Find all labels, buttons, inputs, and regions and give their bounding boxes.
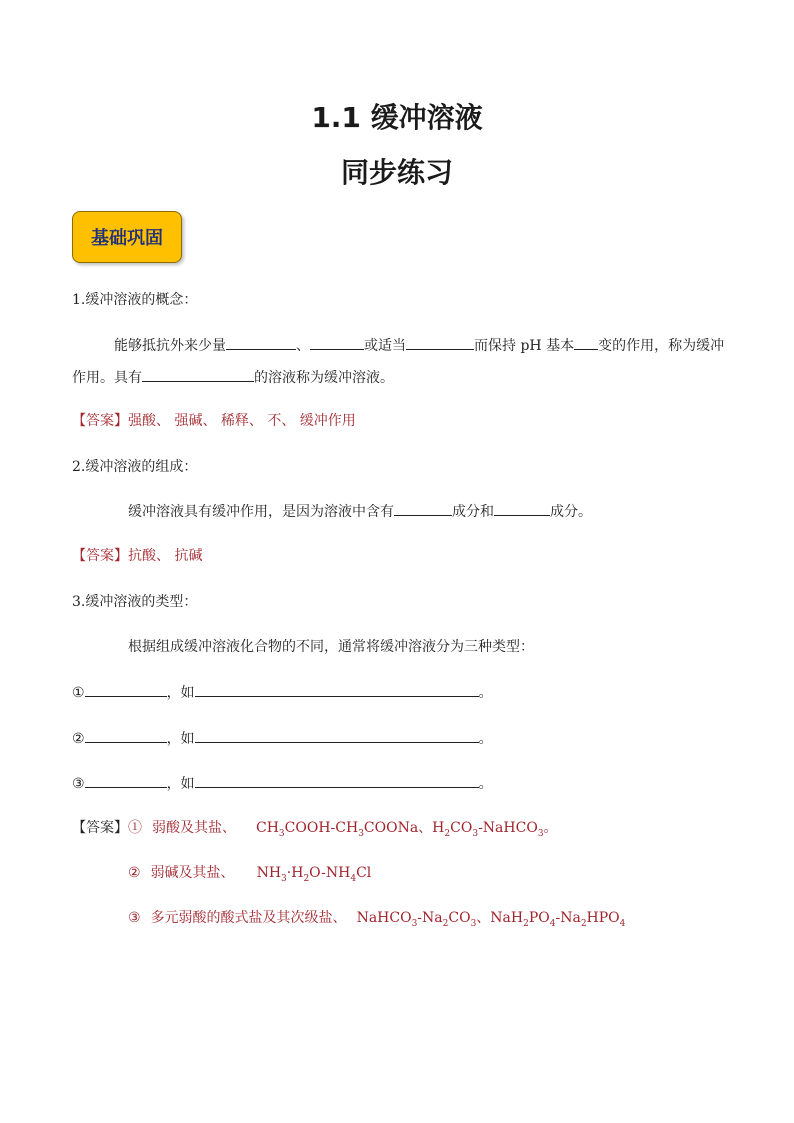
q1-blank-1[interactable] (226, 335, 296, 350)
q3-blank-type-3[interactable] (85, 773, 167, 788)
q1-text-d: 变的作用，称为缓冲 (598, 338, 725, 354)
q1-text-b: 或适当 (364, 338, 406, 354)
q1-answer-text: 强酸、 强碱、 稀释、 不、 缓冲作用 (128, 413, 356, 429)
q1-heading: 1.缓冲溶液的概念： (72, 292, 198, 308)
q2-answer (72, 546, 202, 566)
q1-blank-3[interactable] (406, 335, 474, 350)
q3-answer-1 (72, 818, 558, 838)
q3-blank-type-2[interactable] (85, 728, 167, 743)
q1-line1 (114, 335, 724, 356)
q3-answer-type: 弱酸及其盐、 (152, 820, 236, 836)
section-badge (72, 211, 182, 263)
answer-label: 【答案】 (72, 413, 128, 429)
q3-heading: 3.缓冲溶液的类型： (72, 594, 198, 610)
q3-item-num: ② (72, 731, 85, 747)
q3-answer-type: 弱碱及其盐、 (150, 865, 235, 881)
q2-text-a: 缓冲溶液具有缓冲作用，是因为溶液中含有 (128, 504, 394, 520)
page-subtitle: 同步练习 (340, 156, 453, 189)
q3-item-num: ③ (72, 776, 85, 792)
q1-blank-2[interactable] (310, 335, 364, 350)
q3-answer-num: ② (128, 865, 141, 881)
q1-answer (72, 411, 356, 431)
answer-label: 【答案】 (72, 820, 128, 836)
q3-answer-type: 多元弱酸的酸式盐及其次级盐、 (150, 910, 347, 926)
q2-answer-text: 抗酸、 抗碱 (128, 548, 203, 564)
q3-item-end: 。 (478, 685, 493, 701)
q2-text-b: 成分和 (452, 504, 494, 520)
q3-item-2 (72, 728, 493, 749)
q1-sep: 、 (296, 338, 310, 354)
q3-intro: 根据组成缓冲溶液化合物的不同，通常将缓冲溶液分为三种类型： (128, 639, 534, 655)
q3-answer-formula-3: $NaHCO_3-Na_2CO_3$、$NaH_2PO_4-Na_2HPO_4$ (356, 910, 626, 929)
q3-item-mid: ，如 (166, 776, 195, 792)
q3-answer-3 (128, 908, 625, 928)
q3-item-mid: ，如 (166, 685, 195, 701)
q2-blank-2[interactable] (494, 501, 550, 516)
q1-text-f: 的溶液称为缓冲溶液。 (254, 370, 394, 386)
q3-blank-example-3[interactable] (195, 773, 479, 788)
q3-item-end: 。 (478, 731, 493, 747)
q3-answer-formula-2: $NH_3\cdot H_2O-NH_4Cl$ (256, 865, 372, 884)
q3-item-3 (72, 773, 493, 794)
q3-blank-type-1[interactable] (85, 682, 167, 697)
q3-item-num: ① (72, 685, 85, 701)
q2-line1 (128, 501, 592, 522)
q2-heading: 2.缓冲溶液的组成： (72, 459, 198, 475)
q1-line2 (72, 367, 394, 388)
q1-text-a: 能够抵抗外来少量 (114, 338, 226, 354)
q2-blank-1[interactable] (394, 501, 452, 516)
q3-item-end: 。 (478, 776, 493, 792)
q3-item-mid: ，如 (166, 731, 195, 747)
q1-blank-4[interactable] (574, 335, 598, 350)
q3-answer-num: ③ (128, 910, 141, 926)
page-title: 1.1 缓冲溶液 (311, 101, 483, 134)
q1-text-c: 而保持 pH 基本 (474, 338, 575, 354)
section-badge-label: 基础巩固 (91, 228, 163, 249)
q3-answer-num: ① (128, 820, 142, 836)
q3-blank-example-2[interactable] (195, 728, 479, 743)
answer-label: 【答案】 (72, 548, 128, 564)
q3-answer-formula-1: $CH_3COOH-CH_3COONa$、$H_2CO_3-NaHCO_3$。 (256, 820, 558, 839)
q2-text-c: 成分。 (550, 504, 592, 520)
q3-blank-example-1[interactable] (195, 682, 479, 697)
q1-text-e: 作用。具有 (72, 370, 142, 386)
q3-answer-2 (128, 863, 371, 883)
q3-item-1 (72, 682, 493, 703)
q1-blank-5[interactable] (142, 367, 254, 382)
